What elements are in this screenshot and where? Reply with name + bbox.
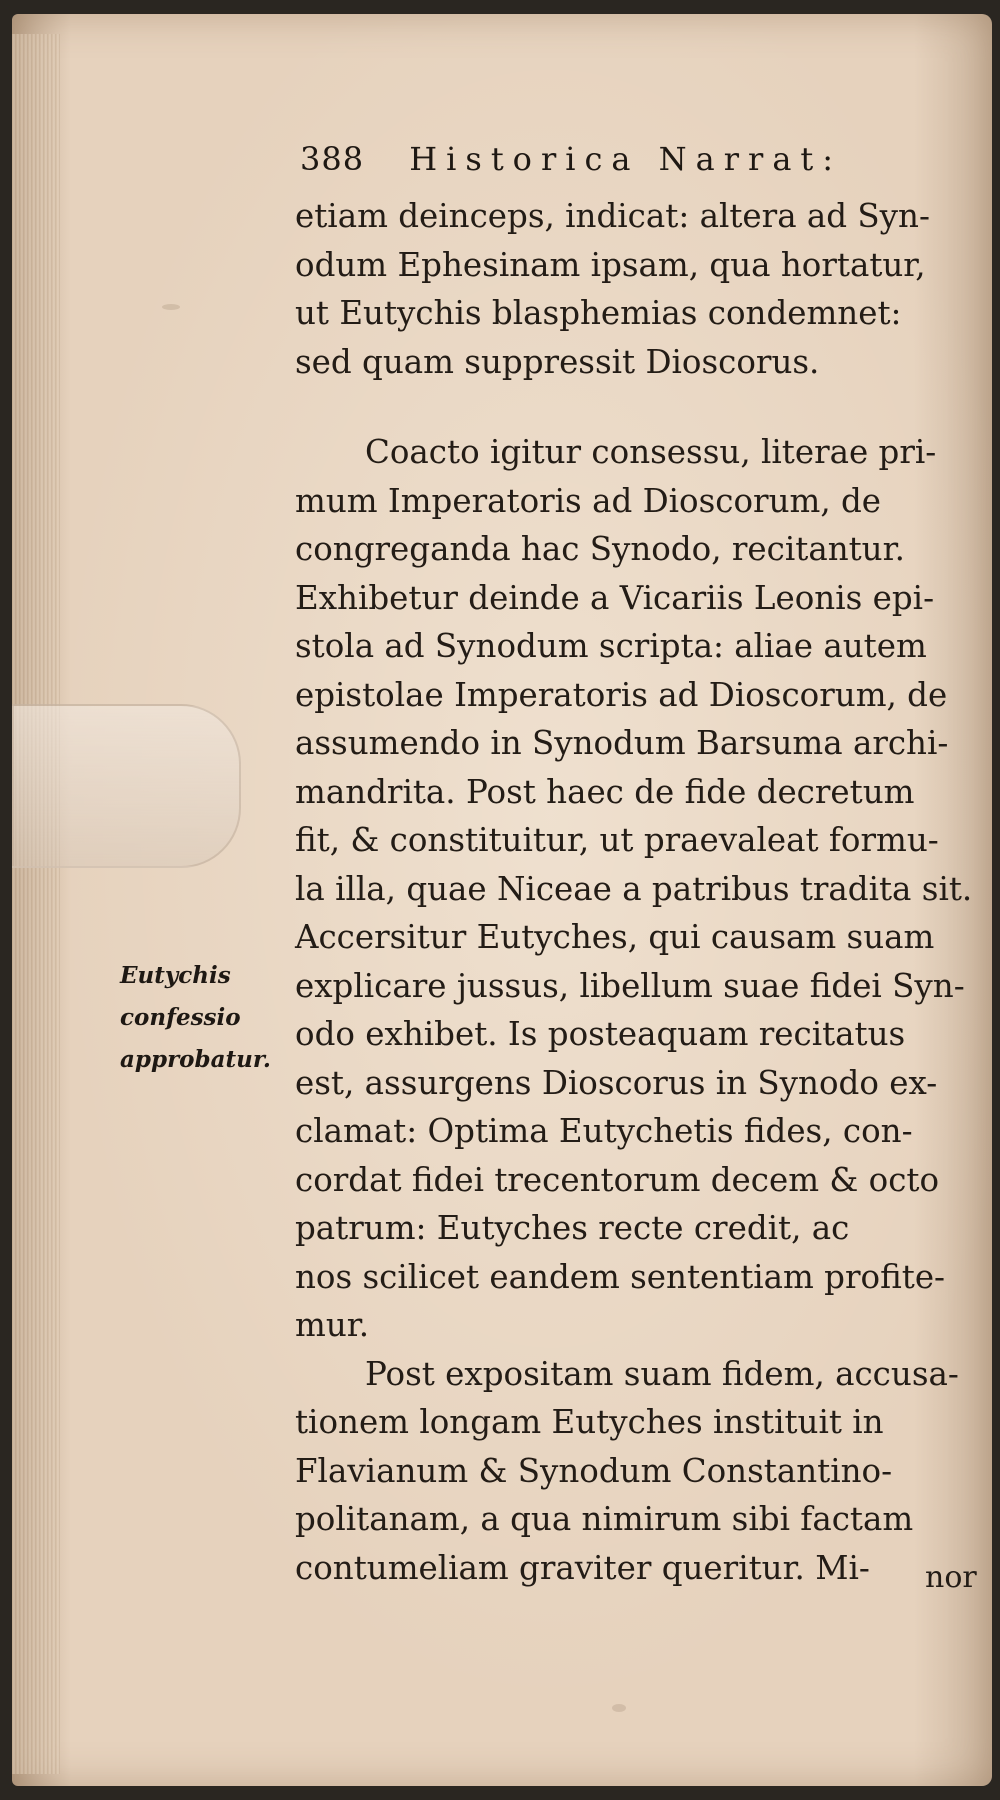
text-line: la illa, quae Niceae a patribus tradita sit. [295,869,973,908]
marginal-note-line: Eutychis [120,962,231,989]
text-line: mur. [295,1306,370,1344]
text-line: mum Imperatoris ad Dioscorum, de [295,481,882,520]
text-line: assumendo in Synodum Barsuma archi- [295,724,949,762]
page-edges [12,34,60,1774]
text-line: congreganda hac Synodo, recitantur. [295,530,905,568]
paragraph [295,428,985,1350]
bookmark-strip [12,704,241,868]
text-line: contumeliam graviter queritur. Mi- [295,1548,870,1587]
page-number: 388 [300,140,365,178]
text-line: mandrita. Post haec de fide decretum [295,772,915,811]
text-line: sed quam suppressit Dioscorus. [295,342,820,381]
marginal-note-line: approbatur. [120,1046,271,1073]
text-line: est, assurgens Dioscorus in Synodo ex- [295,1063,938,1102]
paragraph [295,1350,985,1593]
text-line: tionem longam Eutyches instituit in [295,1403,884,1441]
text-line: explicare jussus, libellum suae fidei Syn- [295,966,965,1005]
running-title: Historica Narrat: [409,140,843,178]
text-line: etiam deinceps, indicat: altera ad Syn- [295,197,930,235]
text-line: nos scilicet eandem sententiam profite- [295,1257,946,1296]
text-line: odo exhibet. Is posteaquam recitatus [295,1015,906,1053]
paragraph-gap [295,386,985,428]
text-line: ut Eutychis blasphemias condemnet: [295,294,902,332]
text-line: Post expositam suam fidem, accusa- [365,1354,959,1393]
text-line: Accersitur Eutyches, qui causam suam [295,918,935,956]
text-line: cordat fidei trecentorum decem & octo [295,1160,940,1199]
text-line: politanam, a qua nimirum sibi factam [295,1500,914,1538]
text-line: Coacto igitur consessu, literae pri- [365,433,937,471]
marginal-note [120,955,290,1081]
marginal-note-line: confessio [120,1004,241,1031]
text-line: Exhibetur deinde a Vicariis Leonis epi- [295,578,935,617]
text-line: stola ad Synodum scripta: aliae autem [295,627,927,665]
ink-spot [162,304,180,310]
text-line: odum Ephesinam ipsam, qua hortatur, [295,245,926,284]
body-text [295,192,985,1592]
text-line: epistolae Imperatoris ad Dioscorum, de [295,675,948,714]
text-line: fit, & constituitur, ut praevaleat formu- [295,821,939,859]
ink-spot [612,1704,626,1712]
text-line: clamat: Optima Eutychetis fides, con- [295,1112,913,1150]
running-header [300,140,940,200]
paragraph [295,192,985,386]
text-line: Flavianum & Synodum Constantino- [295,1451,893,1490]
text-line: patrum: Eutyches recte credit, ac [295,1209,850,1247]
catchword: nor [925,1560,977,1595]
